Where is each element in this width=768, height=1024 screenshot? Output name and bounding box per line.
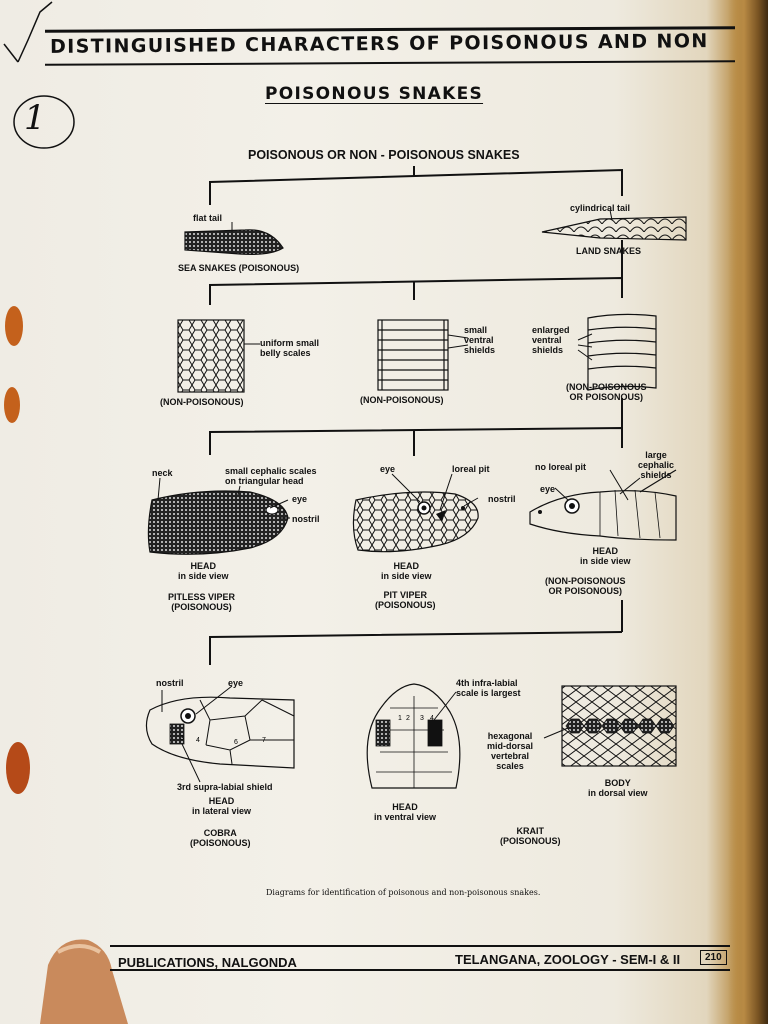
uniform-scales-label (260, 338, 319, 358)
hex-line: hexagonal (487, 731, 533, 741)
result-line: OR POISONOUS) (548, 586, 623, 596)
infra-labial-line: scale is largest (456, 688, 521, 698)
tree-root-label: POISONOUS OR NON - POISONOUS SNAKES (248, 148, 520, 162)
name-line: (POISONOUS) (500, 836, 561, 846)
uniform-scales-line: uniform small (260, 338, 320, 348)
cobra-nostril-label: nostril (156, 678, 184, 688)
enlarged-ventral-result (566, 382, 647, 402)
uniform-scales-result: (NON-POISONOUS) (160, 397, 244, 407)
cobra-head-view (192, 796, 251, 816)
name-line: KRAIT (516, 826, 544, 836)
cobra-scale-number: 4 (196, 737, 200, 744)
view-line: in lateral view (192, 806, 252, 816)
view-line: in side view (580, 556, 631, 566)
view-line: BODY (604, 778, 631, 788)
view-line: in dorsal view (588, 788, 648, 798)
small-ventral-result: (NON-POISONOUS) (360, 395, 444, 405)
land-snakes-label: LAND SNAKES (576, 246, 642, 256)
view-line: HEAD (208, 796, 235, 806)
flat-tail-label: flat tail (193, 213, 223, 223)
neck-label: neck (152, 468, 173, 478)
enlarged-ventral-line: ventral (532, 335, 562, 345)
hex-line: mid-dorsal (487, 741, 534, 751)
krait-name (500, 826, 561, 846)
pit-viper-head-figure (353, 474, 478, 552)
page-subtitle: POISONOUS SNAKES (265, 84, 484, 104)
uniform-belly-scales-figure (178, 320, 244, 392)
view-line: HEAD (592, 546, 619, 556)
shields-line: large (645, 450, 667, 460)
non-poisonous-head-figure (530, 470, 676, 540)
pit-viper-eye-label: eye (380, 464, 396, 474)
enlarged-ventral-line: shields (532, 345, 564, 355)
cylindrical-tail-label: cylindrical tail (570, 203, 631, 213)
cylindrical-tail-figure (542, 217, 686, 240)
figure-caption: Diagrams for identification of poisonous and non-poisonous snakes. (266, 888, 541, 897)
pit-viper-name (375, 590, 436, 610)
hex-line: scales (496, 761, 524, 771)
cobra-scale-number: 3 (180, 735, 184, 742)
cobra-name (190, 828, 251, 848)
enlarged-ventral-line: enlarged (532, 325, 570, 335)
sea-snakes-label: SEA SNAKES (POISONOUS) (178, 263, 300, 273)
krait-ventral-head-figure (367, 684, 460, 788)
pitless-viper-name (168, 592, 235, 612)
supra-labial-label: 3rd supra-labial shield (177, 782, 273, 792)
cobra-scale-number: 7 (262, 737, 266, 744)
view-line: HEAD (190, 561, 217, 571)
small-ventral-line: shields (464, 345, 496, 355)
enlarged-ventral-label (532, 325, 570, 355)
hexagonal-scales-label (487, 731, 533, 771)
view-line: HEAD (392, 802, 418, 812)
small-ventral-line: ventral (464, 335, 494, 345)
krait-scale-number: 2 (406, 715, 410, 722)
non-poisonous-head-view (580, 546, 631, 566)
small-ventral-label (464, 325, 495, 355)
shields-line: shields (640, 470, 672, 480)
infra-labial-line: 4th infra-labial (456, 678, 518, 688)
view-line: HEAD (393, 561, 420, 571)
cobra-eye-label: eye (228, 678, 244, 688)
krait-scale-number: 4 (430, 715, 434, 722)
enlarged-ventral-shields-figure (578, 314, 656, 390)
footer-publisher: PUBLICATIONS, NALGONDA (118, 955, 297, 970)
krait-body-view (588, 778, 648, 798)
footer-page-number: 210 (700, 950, 727, 965)
circled-number: 1 (24, 98, 46, 138)
loreal-pit-label: loreal pit (452, 464, 490, 474)
pit-viper-nostril-label: nostril (488, 494, 516, 504)
name-line: COBRA (203, 828, 237, 838)
result-line: OR POISONOUS) (569, 392, 644, 402)
view-line: in side view (381, 571, 432, 581)
krait-head-view (374, 802, 436, 822)
pitless-viper-head-figure (148, 478, 290, 554)
cobra-scale-number: 6 (234, 739, 238, 746)
name-line: (POISONOUS) (190, 838, 251, 848)
name-line: PIT VIPER (383, 590, 428, 600)
pitless-head-view (178, 561, 229, 581)
hex-line: vertebral (490, 751, 530, 761)
view-line: in ventral view (374, 812, 437, 822)
nostril-label: nostril (292, 514, 320, 524)
eye-label: eye (292, 494, 308, 504)
flat-tail-figure (185, 230, 283, 255)
non-poisonous-eye-label: eye (540, 484, 556, 494)
cephalic-scales-line: on triangular head (225, 476, 304, 486)
page-title: DISTINGUISHED CHARACTERS OF POISONOUS AND NON (49, 30, 709, 58)
shields-line: cephalic (638, 460, 675, 470)
cephalic-scales-label (225, 466, 317, 486)
pit-viper-head-view (381, 561, 432, 581)
non-poisonous-head-result (545, 576, 626, 596)
large-cephalic-shields-label (638, 450, 674, 480)
small-ventral-line: small (464, 325, 488, 335)
result-line: (NON-POISONOUS (545, 576, 626, 586)
view-line: in side view (178, 571, 229, 581)
krait-body-figure (544, 686, 676, 766)
no-loreal-pit-label: no loreal pit (535, 462, 587, 472)
name-line: (POISONOUS) (171, 602, 232, 612)
krait-scale-number: 1 (398, 715, 402, 722)
krait-scale-number: 3 (420, 715, 424, 722)
name-line: (POISONOUS) (375, 600, 436, 610)
footer-course: TELANGANA, ZOOLOGY - SEM-I & II (455, 952, 681, 967)
result-line: (NON-POISONOUS (566, 382, 647, 392)
cobra-head-figure (146, 686, 294, 782)
cephalic-scales-line: small cephalic scales (225, 466, 317, 476)
small-ventral-shields-figure (378, 320, 468, 390)
uniform-scales-line: belly scales (260, 348, 311, 358)
name-line: PITLESS VIPER (168, 592, 236, 602)
infra-labial-label (456, 678, 521, 698)
